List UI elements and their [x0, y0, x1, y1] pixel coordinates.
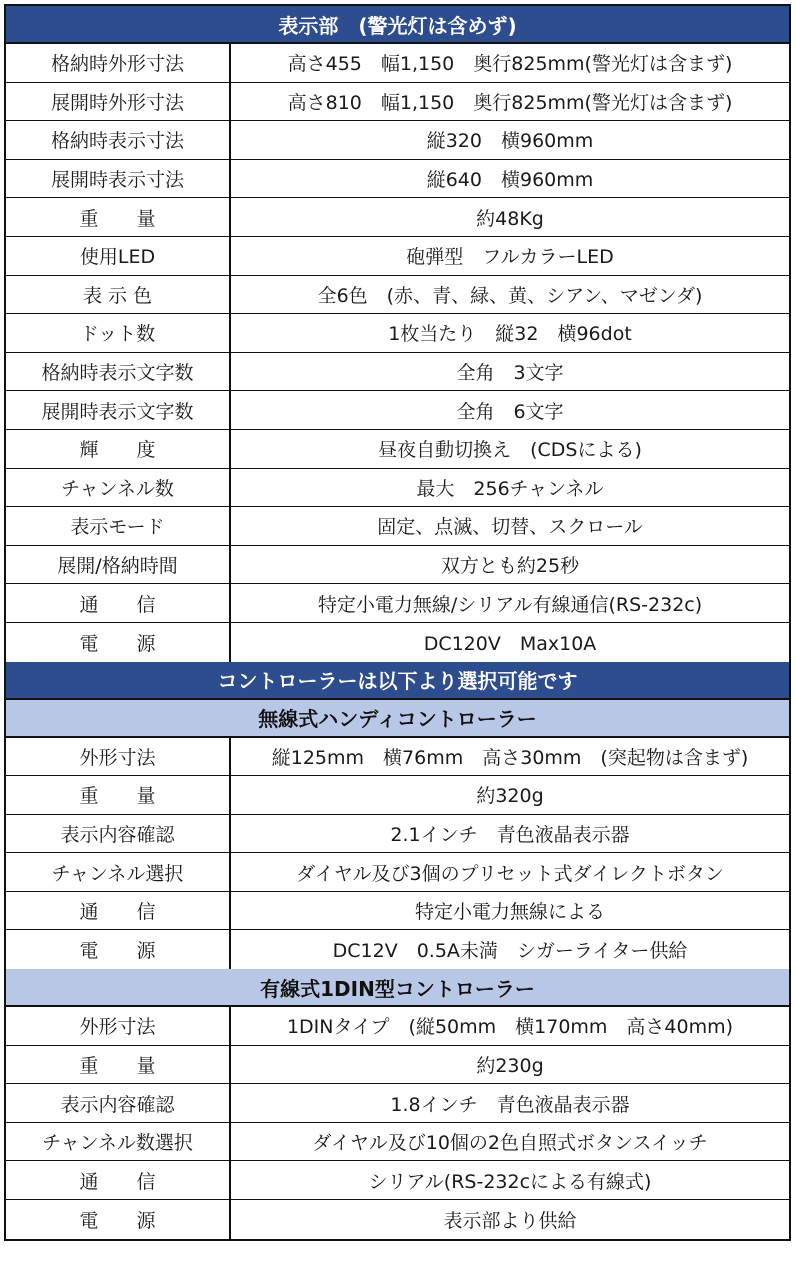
spec-value: 双方とも約25秒: [440, 555, 580, 578]
spec-label: 通 信: [6, 892, 231, 930]
spec-row: [6, 1084, 789, 1123]
spec-row: [6, 237, 789, 276]
spec-label: チャンネル数選択: [6, 1123, 231, 1161]
spec-row: [6, 584, 789, 623]
display-section-header: 表示部 (警光灯は含めず): [6, 6, 789, 44]
wired-section-header: 有線式1DIN型コントローラー: [6, 969, 789, 1007]
spec-label: 外形寸法: [6, 738, 231, 776]
spec-row: [6, 853, 789, 892]
spec-value: 縦320 横960mm: [426, 130, 594, 153]
spec-label: 表示モード: [6, 507, 231, 545]
spec-row: [6, 160, 789, 199]
spec-value: 全角 6文字: [456, 400, 564, 423]
spec-value: 全6色 (赤、青、緑、黄、シアン、マゼンダ): [317, 284, 703, 307]
spec-label: 電 源: [6, 1200, 231, 1239]
spec-value: 1.8インチ 青色液晶表示器: [390, 1093, 630, 1116]
spec-label: 電 源: [6, 930, 231, 969]
spec-value: DC120V Max10A: [423, 632, 597, 655]
spec-label: 表示内容確認: [6, 1084, 231, 1122]
spec-sheet: [4, 4, 791, 1241]
spec-value: 約48Kg: [476, 207, 544, 230]
spec-label: 格納時外形寸法: [6, 44, 231, 82]
spec-value: 約320g: [476, 785, 544, 808]
wired-section-rows: [6, 1007, 789, 1239]
spec-label: 格納時表示寸法: [6, 121, 231, 159]
spec-value: 高さ810 幅1,150 奥行825mm(警光灯は含まず): [287, 91, 733, 114]
wireless-section-rows: [6, 738, 789, 970]
spec-value: 1枚当たり 縦32 横96dot: [388, 323, 632, 346]
spec-row: [6, 815, 789, 854]
spec-label: 展開/格納時間: [6, 546, 231, 584]
spec-value: シリアル(RS-232cによる有線式): [368, 1170, 652, 1193]
spec-row: [6, 353, 789, 392]
spec-value: 最大 256チャンネル: [416, 477, 604, 500]
spec-label: 重 量: [6, 776, 231, 814]
spec-label: 通 信: [6, 1161, 231, 1199]
spec-row: [6, 314, 789, 353]
spec-label: チャンネル選択: [6, 853, 231, 891]
spec-value: 固定、点滅、切替、スクロール: [377, 516, 643, 539]
spec-label: 表示内容確認: [6, 815, 231, 853]
spec-value: ダイヤル及び3個のプリセット式ダイレクトボタン: [296, 862, 724, 885]
spec-row: [6, 1123, 789, 1162]
spec-row: [6, 507, 789, 546]
spec-value: ダイヤル及び10個の2色自照式ボタンスイッチ: [312, 1132, 708, 1155]
spec-value: 砲弾型 フルカラーLED: [406, 246, 614, 269]
spec-value: 1DINタイプ (縦50mm 横170mm 高さ40mm): [286, 1016, 734, 1039]
spec-row: [6, 738, 789, 777]
spec-value: 特定小電力無線/シリアル有線通信(RS-232c): [317, 593, 703, 616]
spec-value: DC12V 0.5A未満 シガーライター供給: [332, 940, 688, 963]
spec-label: 展開時外形寸法: [6, 83, 231, 121]
spec-label: 輝 度: [6, 430, 231, 468]
spec-label: 格納時表示文字数: [6, 353, 231, 391]
spec-row: [6, 469, 789, 508]
spec-label: 展開時表示寸法: [6, 160, 231, 198]
spec-row: [6, 276, 789, 315]
spec-row: [6, 623, 789, 662]
spec-value: 約230g: [476, 1054, 544, 1077]
spec-row: [6, 121, 789, 160]
spec-row: [6, 1200, 789, 1239]
spec-row: [6, 1046, 789, 1085]
spec-label: 表 示 色: [6, 276, 231, 314]
spec-row: [6, 776, 789, 815]
spec-value: 全角 3文字: [456, 362, 564, 385]
spec-value: 縦640 横960mm: [426, 169, 594, 192]
spec-label: 重 量: [6, 198, 231, 236]
spec-row: [6, 391, 789, 430]
spec-value: 表示部より供給: [443, 1209, 577, 1232]
spec-label: 外形寸法: [6, 1007, 231, 1045]
spec-label: ドット数: [6, 314, 231, 352]
spec-row: [6, 430, 789, 469]
controller-section-header: コントローラーは以下より選択可能です: [6, 662, 789, 700]
spec-row: [6, 198, 789, 237]
spec-label: 重 量: [6, 1046, 231, 1084]
spec-label: 電 源: [6, 623, 231, 662]
spec-row: [6, 546, 789, 585]
spec-value: 昼夜自動切換え (CDSによる): [378, 439, 642, 462]
wireless-section-header: 無線式ハンディコントローラー: [6, 700, 789, 738]
spec-row: [6, 44, 789, 83]
display-section-rows: [6, 44, 789, 662]
spec-value: 縦125mm 横76mm 高さ30mm (突起物は含まず): [271, 746, 749, 769]
spec-row: [6, 930, 789, 969]
spec-label: 使用LED: [6, 237, 231, 275]
spec-label: チャンネル数: [6, 469, 231, 507]
spec-row: [6, 83, 789, 122]
spec-value: 2.1インチ 青色液晶表示器: [390, 823, 630, 846]
spec-value: 高さ455 幅1,150 奥行825mm(警光灯は含まず): [287, 53, 733, 76]
spec-value: 特定小電力無線による: [414, 901, 605, 924]
spec-row: [6, 892, 789, 931]
spec-label: 展開時表示文字数: [6, 391, 231, 429]
spec-label: 通 信: [6, 584, 231, 622]
spec-row: [6, 1007, 789, 1046]
spec-row: [6, 1161, 789, 1200]
